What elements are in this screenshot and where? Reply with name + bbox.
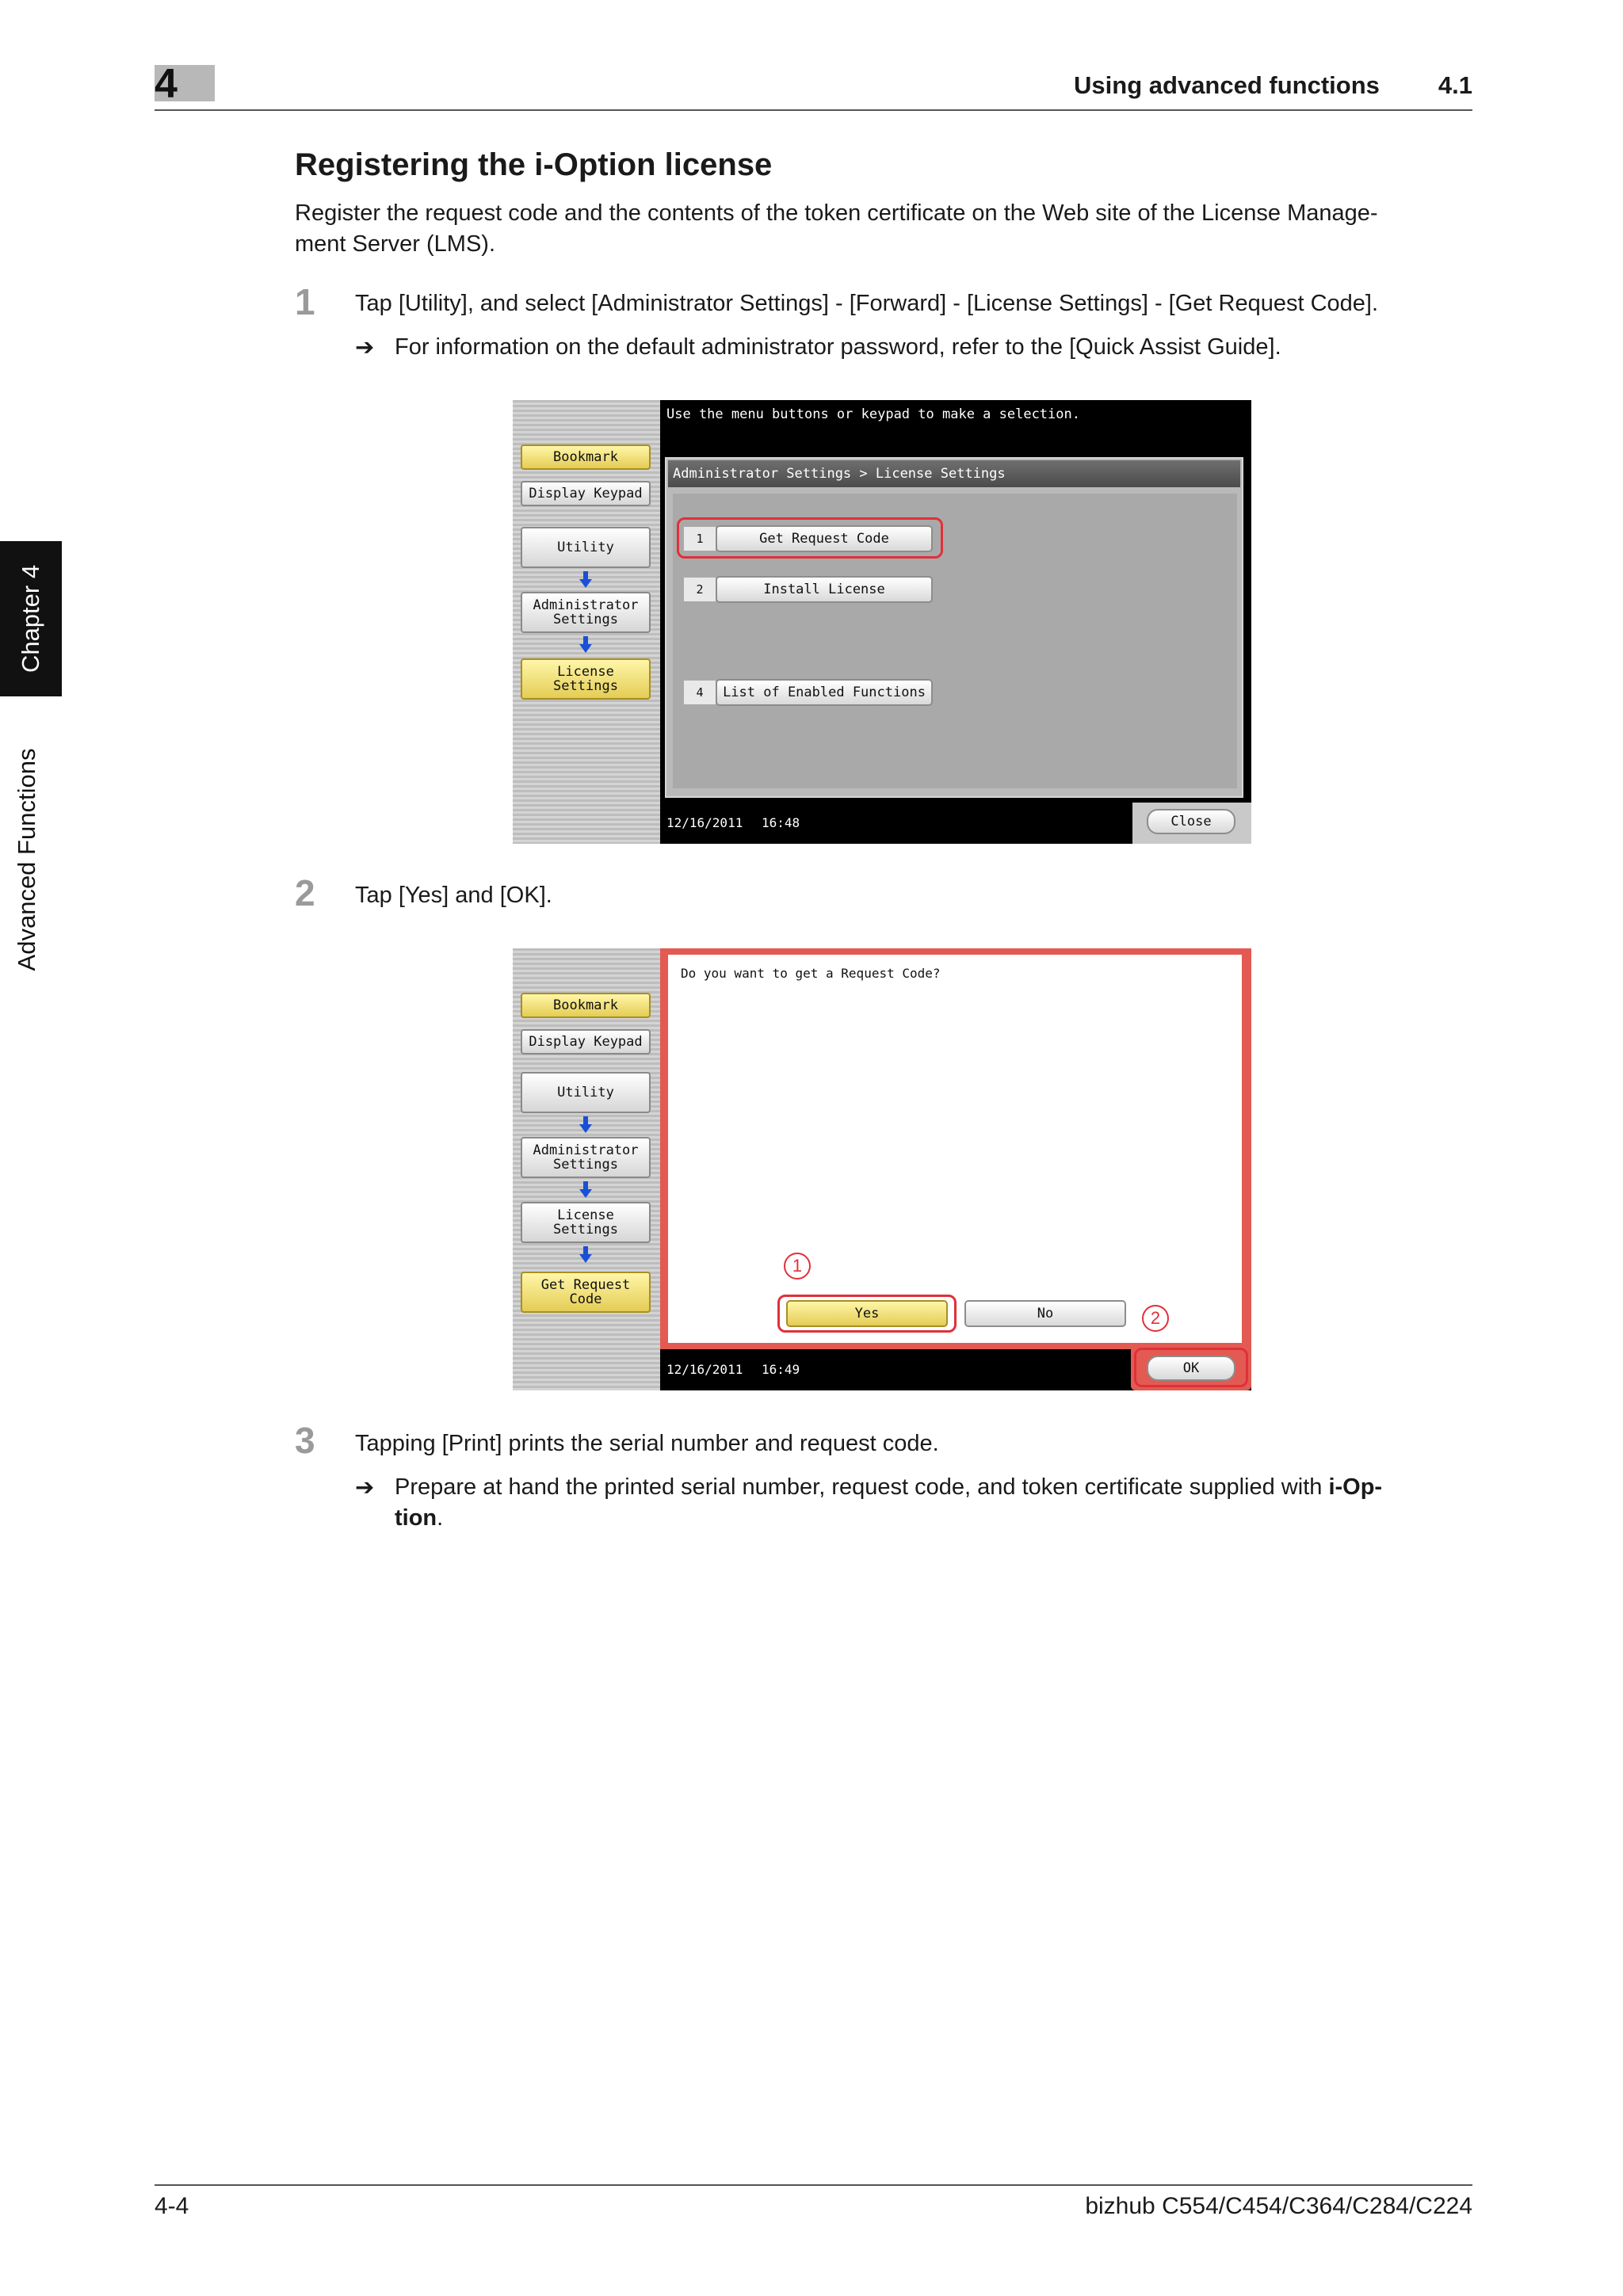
yes-button[interactable]: Yes	[786, 1300, 948, 1327]
admin-label-1: Administrator	[533, 1142, 639, 1158]
close-button[interactable]: Close	[1147, 809, 1235, 834]
intro-line-2: ment Server (LMS).	[295, 231, 495, 257]
model-name: bizhub C554/C454/C364/C284/C224	[1085, 2193, 1472, 2219]
highlight-get-request-code	[677, 517, 943, 559]
utility-button[interactable]: Utility	[521, 527, 651, 568]
display-keypad-button[interactable]: Display Keypad	[521, 1029, 651, 1055]
item-2-number: 2	[684, 578, 716, 601]
utility-button[interactable]: Utility	[521, 1072, 651, 1113]
administrator-settings-button[interactable]	[521, 592, 651, 633]
step-3-number: 3	[295, 1420, 315, 1461]
highlight-yes	[777, 1295, 957, 1333]
intro-paragraph	[295, 198, 1476, 260]
header-rule	[155, 109, 1472, 111]
get-request-code-nav-button[interactable]: Get Request Code	[521, 1272, 651, 1313]
step-3-arrow-icon: ➔	[355, 1475, 375, 1501]
side-tab-chapter-label: Chapter 4	[17, 564, 44, 673]
license-label-2: Settings	[553, 1222, 618, 1238]
admin-label-2: Settings	[553, 612, 618, 627]
date-display: 12/16/2011	[666, 1362, 743, 1377]
admin-label-2: Settings	[553, 1157, 618, 1173]
no-button[interactable]: No	[964, 1300, 1126, 1327]
header-title: Using advanced functions	[1074, 71, 1380, 99]
section-title: Registering the i-Option license	[295, 147, 773, 182]
note-bold-ioption-1: i-Op-	[1328, 1474, 1383, 1500]
get-request-code-button[interactable]: Get Request Code	[716, 525, 933, 552]
chapter-number: 4	[155, 61, 178, 107]
footer-rule	[155, 2184, 1472, 2186]
step-2-text: Tap [Yes] and [OK].	[355, 883, 552, 908]
step-1-arrow-icon: ➔	[355, 335, 375, 360]
dialog-body	[668, 955, 1242, 1343]
admin-label-1: Administrator	[533, 597, 639, 613]
side-tab-topic-label: Advanced Functions	[13, 748, 40, 971]
down-arrow-icon	[579, 1124, 592, 1133]
install-license-button[interactable]: Install License	[716, 576, 933, 603]
request-code-confirm-screen	[513, 948, 1251, 1390]
license-settings-button[interactable]	[521, 658, 651, 700]
time-display: 16:48	[762, 815, 800, 830]
step-1-text: Tap [Utility], and select [Administrator Settings] - [Forward] - [License Settings] - [Get Request Code].	[355, 291, 1379, 316]
note-text: Prepare at hand the printed serial number, request code, and token certificate supplied with	[395, 1474, 1329, 1500]
header-section: 4.1	[1438, 71, 1472, 99]
down-arrow-icon	[579, 1189, 592, 1198]
down-arrow-icon	[579, 644, 592, 653]
administrator-settings-button[interactable]	[521, 1137, 651, 1178]
down-arrow-icon	[579, 1254, 592, 1263]
bookmark-button[interactable]: Bookmark	[521, 993, 651, 1018]
left-pane	[513, 948, 660, 1390]
license-label-1: License	[557, 664, 614, 680]
running-header	[1074, 71, 1472, 100]
step-3-note-line-1	[395, 1472, 1476, 1503]
highlight-ok	[1134, 1348, 1248, 1387]
callout-2: 2	[1142, 1305, 1169, 1332]
settings-frame	[665, 457, 1243, 798]
instruction-message: Use the menu buttons or keypad to make a selection.	[666, 406, 1080, 422]
step-3-note	[395, 1472, 1476, 1534]
bookmark-button[interactable]: Bookmark	[521, 444, 651, 470]
display-keypad-button[interactable]: Display Keypad	[521, 481, 651, 506]
step-3-note-line-2	[395, 1503, 1476, 1534]
step-1-number: 1	[295, 281, 315, 322]
down-arrow-icon	[579, 579, 592, 588]
note-suffix: .	[437, 1505, 444, 1531]
license-label-2: Settings	[553, 678, 618, 694]
note-bold-ioption-2: tion	[395, 1505, 437, 1531]
callout-1: 1	[784, 1253, 811, 1280]
item-4-number: 4	[684, 681, 716, 704]
page-number: 4-4	[155, 2193, 189, 2219]
intro-line-1: Register the request code and the contents of the token certificate on the Web site of the License Manage-	[295, 200, 1378, 226]
license-settings-button[interactable]	[521, 1202, 651, 1243]
step-3-text: Tapping [Print] prints the serial number and request code.	[355, 1431, 939, 1456]
license-settings-screen	[513, 400, 1251, 844]
date-display: 12/16/2011	[666, 815, 743, 830]
dialog-message: Do you want to get a Request Code?	[681, 966, 941, 981]
left-pane	[513, 400, 660, 844]
step-1-note: For information on the default administrator password, refer to the [Quick Assist Guide].	[395, 334, 1281, 360]
license-label-1: License	[557, 1207, 614, 1223]
time-display: 16:49	[762, 1362, 800, 1377]
list-enabled-functions-button[interactable]: List of Enabled Functions	[716, 679, 933, 706]
breadcrumb-bar: Administrator Settings > License Settings	[668, 460, 1240, 487]
ok-button[interactable]: OK	[1147, 1356, 1235, 1381]
item-1-number: 1	[684, 527, 716, 551]
step-2-number: 2	[295, 872, 315, 913]
